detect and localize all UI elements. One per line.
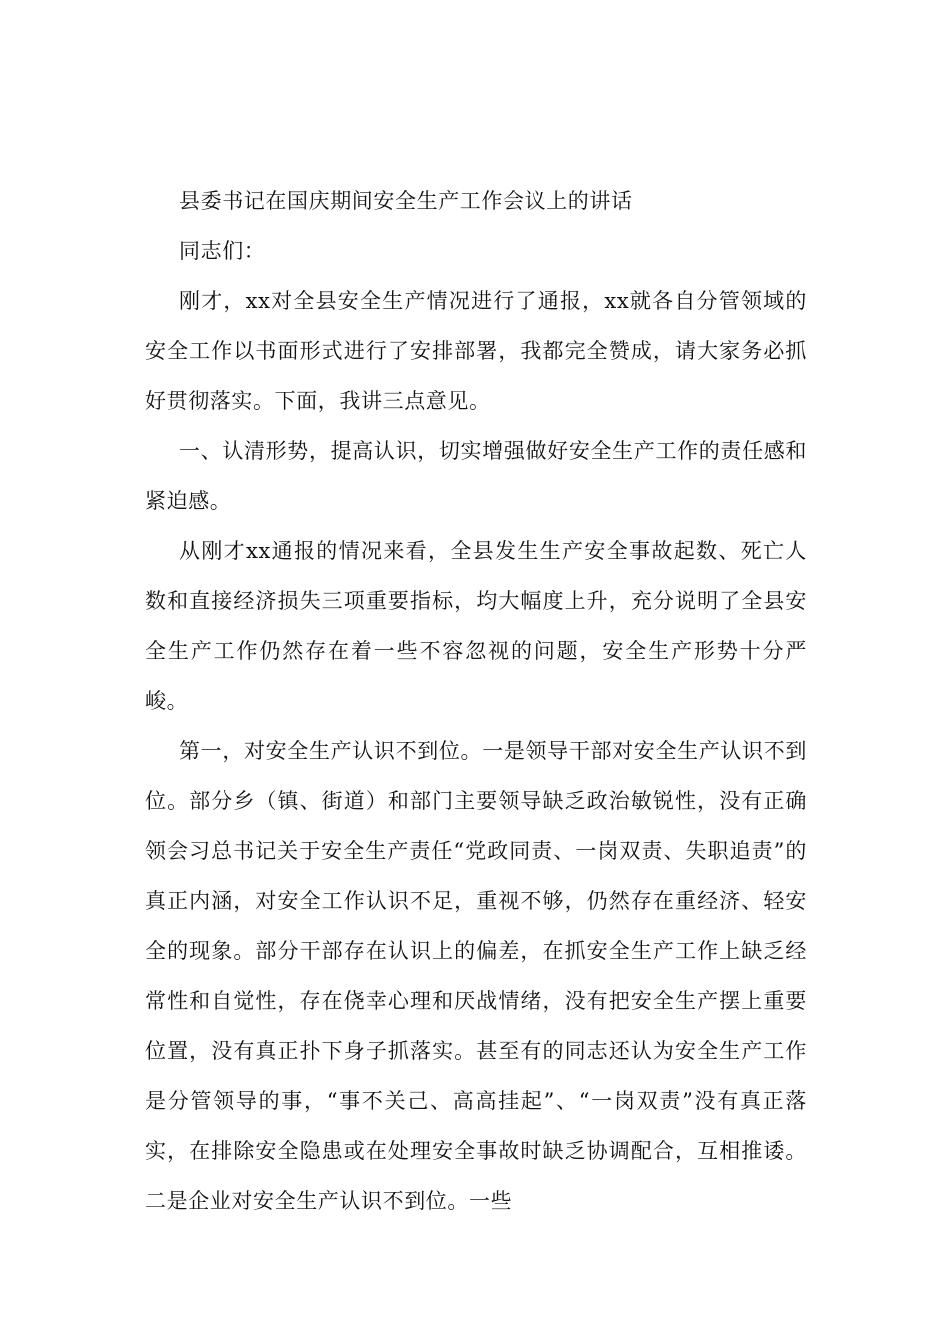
body-paragraph: 刚才，xx对全县安全生产情况进行了通报，xx就各自分管领域的安全工作以书面形式进行了安排部署，我都完全赞成，请大家务必抓好贯彻落实。下面，我讲三点意见。	[145, 289, 807, 413]
salutation-paragraph: 同志们：	[179, 239, 266, 263]
section-heading: 一、认清形势，提高认识，切实增强做好安全生产工作的责任感和紧迫感。	[145, 439, 807, 513]
document-title: 县委书记在国庆期间安全生产工作会议上的讲话	[179, 189, 633, 213]
body-paragraph: 从刚才xx通报的情况来看，全县发生生产安全事故起数、死亡人数和直接经济损失三项重要指标，均大幅度上升，充分说明了全县安全生产工作仍然存在着一些不容忽视的问题，安全生产形势十分严峻。	[145, 539, 807, 713]
document-body	[145, 176, 807, 1226]
body-paragraph: 第一，对安全生产认识不到位。一是领导干部对安全生产认识不到位。部分乡（镇、街道）和部门主要领导缺乏政治敏锐性，没有正确领会习总书记关于安全生产责任“党政同责、一岗双责、失职追责”的真正内涵，对安全工作认识不足，重视不够，仍然存在重经济、轻安全的现象。部分干部存在认识上的偏差，在抓安全生产工作上缺乏经常性和自觉性，存在侥幸心理和厌战情绪，没有把安全生产摆上重要位置，没有真正扑下身子抓落实。甚至有的同志还认为安全生产工作是分管领导的事，“事不关己、高高挂起”、“一岗双责”没有真正落实，在排除安全隐患或在处理安全事故时缺乏协调配合，互相推诿。二是企业对安全生产认识不到位。一些	[145, 739, 807, 1213]
